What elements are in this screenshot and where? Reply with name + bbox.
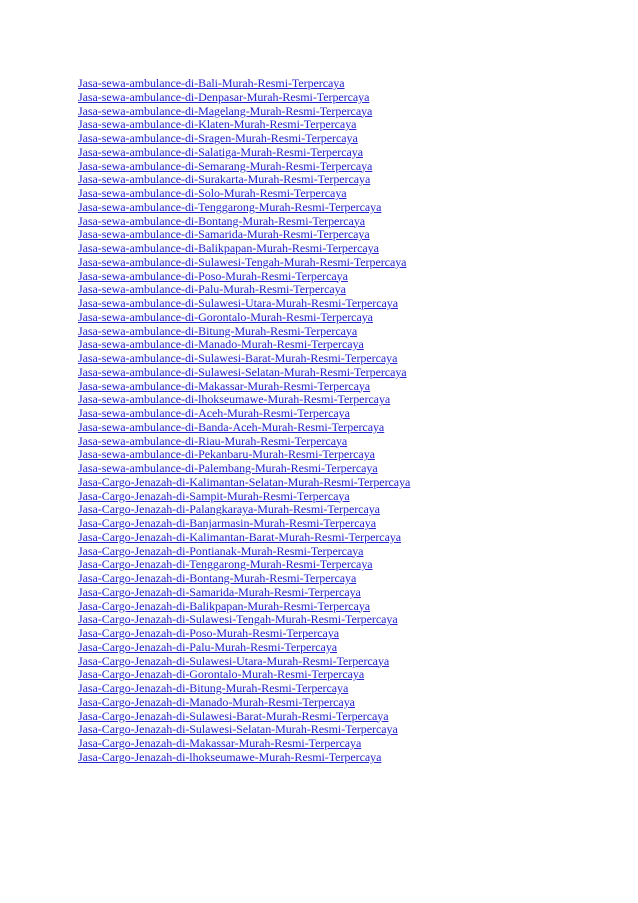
document-link[interactable]: Jasa-sewa-ambulance-di-Sulawesi-Tengah-Murah-Resmi-Terpercaya [78,254,407,269]
document-link[interactable]: Jasa-sewa-ambulance-di-Samarida-Murah-Resmi-Terpercaya [78,227,370,242]
link-list [78,77,410,765]
document-link[interactable]: Jasa-Cargo-Jenazah-di-Palangkaraya-Murah-Resmi-Terpercaya [78,502,380,517]
document-link[interactable]: Jasa-sewa-ambulance-di-Gorontalo-Murah-Resmi-Terpercaya [78,309,373,324]
document-link[interactable]: Jasa-sewa-ambulance-di-Bontang-Murah-Resmi-Terpercaya [78,213,366,228]
document-link[interactable]: Jasa-Cargo-Jenazah-di-Tenggarong-Murah-Resmi-Terpercaya [78,557,373,572]
document-link[interactable]: Jasa-Cargo-Jenazah-di-Banjarmasin-Murah-Resmi-Terpercaya [78,516,377,530]
document-link[interactable]: Jasa-sewa-ambulance-di-Pekanbaru-Murah-Resmi-Terpercaya [78,447,375,462]
document-link[interactable]: Jasa-sewa-ambulance-di-Palu-Murah-Resmi-Terpercaya [78,282,346,297]
document-link[interactable]: Jasa-Cargo-Jenazah-di-lhokseumawe-Murah-Resmi-Terpercaya [78,749,382,764]
document-link[interactable]: Jasa-sewa-ambulance-di-Denpasar-Murah-Resmi-Terpercaya [78,89,370,104]
document-link[interactable]: Jasa-sewa-ambulance-di-Sragen-Murah-Resmi-Terpercaya [78,131,358,145]
document-link[interactable]: Jasa-Cargo-Jenazah-di-Manado-Murah-Resmi-Terpercaya [78,694,355,709]
document-link[interactable]: Jasa-Cargo-Jenazah-di-Gorontalo-Murah-Resmi-Terpercaya [78,667,365,682]
document-link[interactable]: Jasa-sewa-ambulance-di-Aceh-Murah-Resmi-Terpercaya [78,406,350,420]
document-link[interactable]: Jasa-Cargo-Jenazah-di-Bitung-Murah-Resmi-Terpercaya [78,681,349,695]
document-link[interactable]: Jasa-sewa-ambulance-di-Manado-Murah-Resmi-Terpercaya [78,337,364,352]
document-link[interactable]: Jasa-sewa-ambulance-di-Poso-Murah-Resmi-Terpercaya [78,268,348,283]
document-link[interactable]: Jasa-Cargo-Jenazah-di-Sulawesi-Utara-Murah-Resmi-Terpercaya [78,653,390,668]
document-link[interactable]: Jasa-Cargo-Jenazah-di-Samarida-Murah-Resmi-Terpercaya [78,584,361,599]
document-link[interactable]: Jasa-Cargo-Jenazah-di-Balikpapan-Murah-Resmi-Terpercaya [78,598,371,613]
document-link[interactable]: Jasa-sewa-ambulance-di-Banda-Aceh-Murah-Resmi-Terpercaya [78,419,385,434]
document-link[interactable]: Jasa-sewa-ambulance-di-lhokseumawe-Murah-Resmi-Terpercaya [78,392,391,407]
document-link[interactable]: Jasa-sewa-ambulance-di-Palembang-Murah-Resmi-Terpercaya [78,461,378,475]
document-link[interactable]: Jasa-sewa-ambulance-di-Balikpapan-Murah-Resmi-Terpercaya [78,241,379,255]
document-link[interactable]: Jasa-Cargo-Jenazah-di-Kalimantan-Selatan-Murah-Resmi-Terpercaya [78,474,411,489]
document-link[interactable]: Jasa-sewa-ambulance-di-Tenggarong-Murah-Resmi-Terpercaya [78,199,382,214]
document-link[interactable]: Jasa-sewa-ambulance-di-Riau-Murah-Resmi-Terpercaya [78,433,348,448]
document-link[interactable]: Jasa-Cargo-Jenazah-di-Poso-Murah-Resmi-Terpercaya [78,626,340,640]
document-link[interactable]: Jasa-sewa-ambulance-di-Klaten-Murah-Resmi-Terpercaya [78,117,357,132]
document-link[interactable]: Jasa-Cargo-Jenazah-di-Pontianak-Murah-Resmi-Terpercaya [78,543,364,558]
document-link[interactable]: Jasa-Cargo-Jenazah-di-Sampit-Murah-Resmi-Terpercaya [78,488,350,503]
document-link[interactable]: Jasa-sewa-ambulance-di-Magelang-Murah-Resmi-Terpercaya [78,103,373,118]
document-link[interactable]: Jasa-sewa-ambulance-di-Bali-Murah-Resmi-Terpercaya [78,76,345,90]
document-link[interactable]: Jasa-Cargo-Jenazah-di-Makassar-Murah-Resmi-Terpercaya [78,736,362,750]
document-link[interactable]: Jasa-sewa-ambulance-di-Makassar-Murah-Resmi-Terpercaya [78,378,371,393]
document-link[interactable]: Jasa-sewa-ambulance-di-Sulawesi-Barat-Murah-Resmi-Terpercaya [78,351,398,365]
document-link[interactable]: Jasa-sewa-ambulance-di-Sulawesi-Utara-Murah-Resmi-Terpercaya [78,296,399,310]
document-link[interactable]: Jasa-sewa-ambulance-di-Bitung-Murah-Resmi-Terpercaya [78,323,358,338]
document-link[interactable]: Jasa-Cargo-Jenazah-di-Sulawesi-Selatan-Murah-Resmi-Terpercaya [78,722,398,737]
document-link[interactable]: Jasa-Cargo-Jenazah-di-Bontang-Murah-Resmi-Terpercaya [78,571,357,585]
document-link[interactable]: Jasa-sewa-ambulance-di-Salatiga-Murah-Resmi-Terpercaya [78,144,363,159]
document-link[interactable]: Jasa-sewa-ambulance-di-Sulawesi-Selatan-Murah-Resmi-Terpercaya [78,364,407,379]
document-link[interactable]: Jasa-sewa-ambulance-di-Solo-Murah-Resmi-Terpercaya [78,186,347,200]
document-link[interactable]: Jasa-Cargo-Jenazah-di-Kalimantan-Barat-Murah-Resmi-Terpercaya [78,529,402,544]
document-link[interactable]: Jasa-Cargo-Jenazah-di-Palu-Murah-Resmi-Terpercaya [78,639,338,654]
document-link[interactable]: Jasa-Cargo-Jenazah-di-Sulawesi-Tengah-Murah-Resmi-Terpercaya [78,612,398,627]
document-link[interactable]: Jasa-Cargo-Jenazah-di-Sulawesi-Barat-Murah-Resmi-Terpercaya [78,708,389,723]
document-link[interactable]: Jasa-sewa-ambulance-di-Semarang-Murah-Resmi-Terpercaya [78,158,373,173]
document-link[interactable]: Jasa-sewa-ambulance-di-Surakarta-Murah-Resmi-Terpercaya [78,172,371,187]
